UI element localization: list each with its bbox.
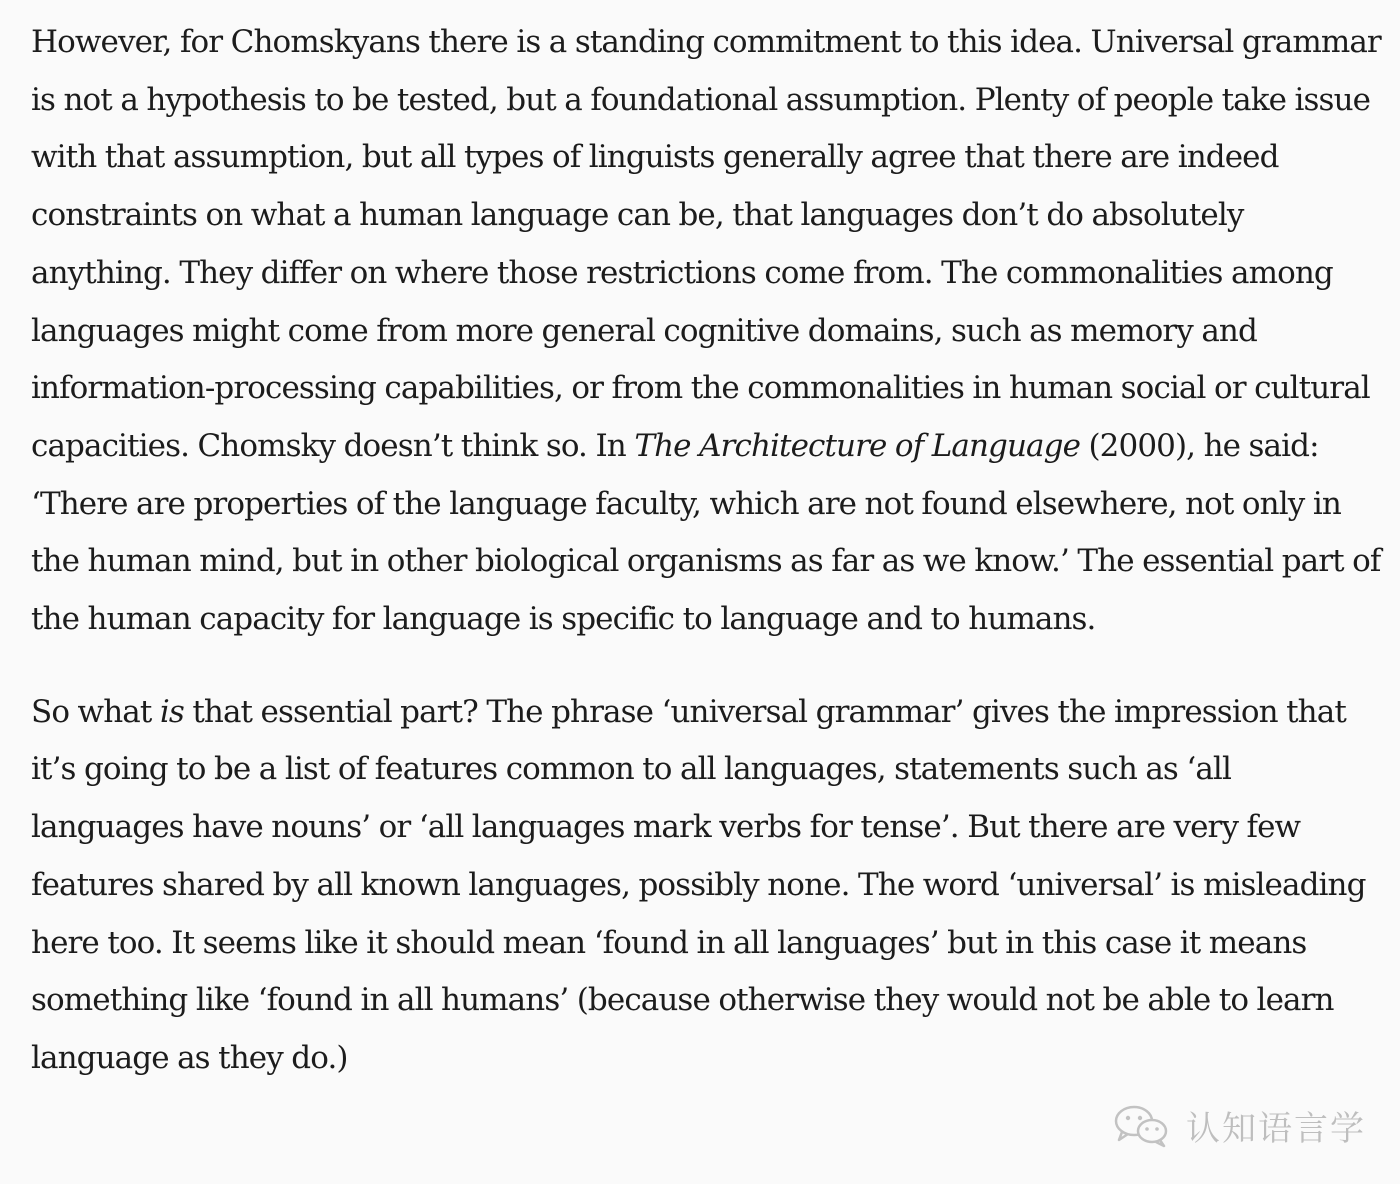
- paragraph-1-text-a: However, for Chomskyans there is a standing commitment to this idea. Universal grammar is not a hypothesis to be tested, but a foundational assumption. Plenty of people take issue with that assumption, but all types of linguists generally agree that there are indeed constraints on what a human language can be, that languages don’t do absolutely anything. They differ on where those restrictions come from. The commonalities among languages might come from more general cognitive domains, such as memory and information-processing capabilities, or from the commonalities in human social or cultural capacities. Chomsky doesn’t think so. In: [31, 24, 1381, 464]
- paragraph-1-text-b: (2000), he said: ‘There are properties of the language faculty, which are not found elsewhere, not only in the human mind, but in other biological organisms as far as we know.’ The essential part of the human capacity for language is specific to language and to humans.: [31, 427, 1381, 638]
- paragraph-2-text-b: that essential part? The phrase ‘universal grammar’ gives the impression that it’s going to be a list of features common to all languages, statements such as ‘all languages have nouns’ or ‘all languages mark verbs for tense’. But there are very few features shared by all known languages, possibly none. The word ‘universal’ is misleading here too. It seems like it should mean ‘found in all languages’ but in this case it means something like ‘found in all humans’ (because otherwise they would not be able to learn language as they do.): [31, 693, 1366, 1076]
- paragraph-2: [31, 684, 1381, 1088]
- watermark: [1112, 1100, 1366, 1150]
- paragraph-2-text-a: So what: [31, 693, 160, 730]
- wechat-icon: [1112, 1102, 1172, 1148]
- emphasis-word: is: [159, 693, 184, 730]
- paragraph-1: [31, 14, 1381, 649]
- watermark-text: 认知语言学: [1186, 1108, 1366, 1149]
- article-body: [31, 14, 1381, 1088]
- book-title: The Architecture of Language: [634, 427, 1081, 464]
